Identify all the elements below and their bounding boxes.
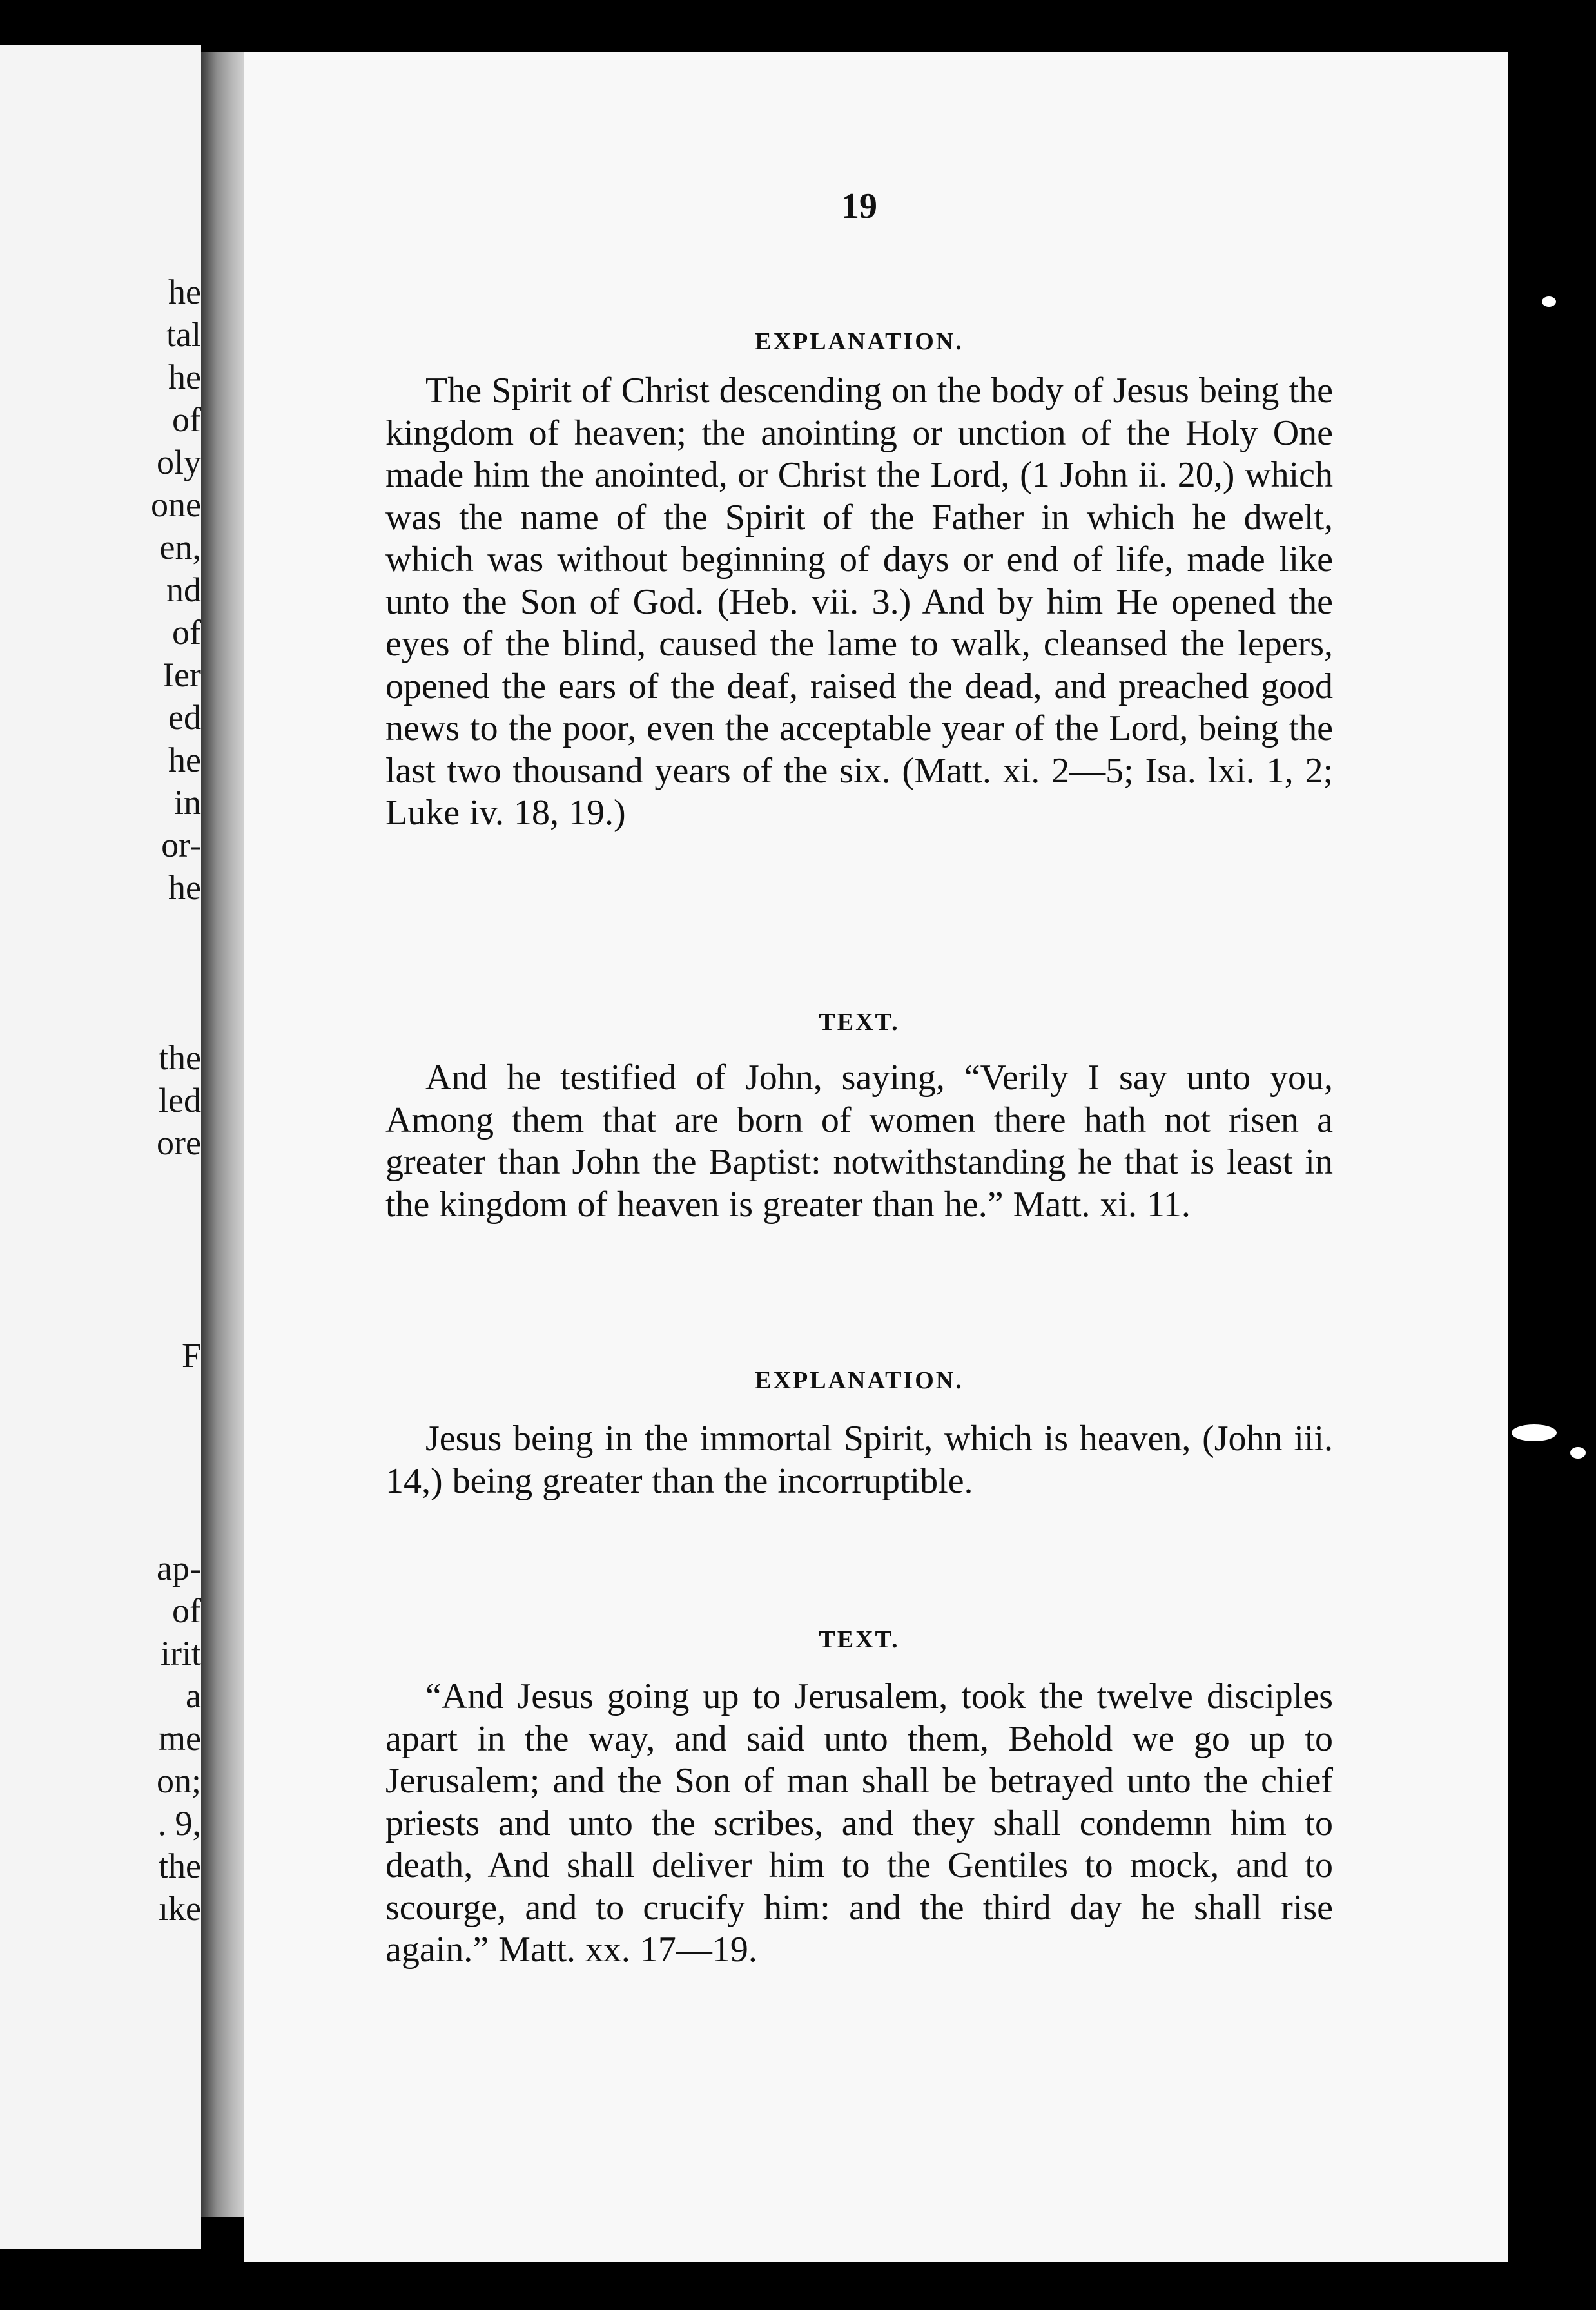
left-page-fragment-line: he	[168, 358, 201, 396]
left-page-fragment-line: a	[186, 1676, 201, 1715]
left-page-fragment-line	[46, 1462, 201, 1504]
left-page-fragment-line: he	[168, 273, 201, 311]
section-heading-explanation-1: EXPLANATION.	[755, 328, 964, 355]
left-page-fragment-line: one	[151, 485, 201, 524]
section-heading-text-1: TEXT.	[819, 1009, 900, 1036]
left-page-fragment-line	[46, 1292, 201, 1334]
book-gutter	[201, 52, 246, 2217]
left-page-fragment-line: the	[159, 1038, 201, 1077]
section-body-text-1: And he testified of John, saying, “Verily I say unto you, Among them that are born of women there hath not risen a greater than John the Baptist: notwithstanding he that is least in the kingdom of heaven is greater than he.” Matt. xi. 11.	[385, 1058, 1333, 1225]
scan-speck	[1512, 1424, 1557, 1441]
left-page-fragment-line	[46, 1419, 201, 1462]
left-page-fragment-line	[46, 1164, 201, 1207]
left-page-fragment-line: on;	[156, 1762, 201, 1800]
left-page-fragment-line: the	[159, 1847, 201, 1885]
left-page-fragment-line: he	[168, 741, 201, 779]
left-page-fragment-line: F	[181, 1336, 201, 1375]
left-page-fragment-line: in	[173, 783, 201, 822]
left-page-fragment-line: ıke	[159, 1889, 201, 1928]
left-page-fragment-line: nd	[166, 570, 201, 609]
section-body-explanation-1: The Spirit of Christ descending on the body of Jesus being the kingdom of heaven; the anointing or unction of the Holy One made him the anointed, or Christ the Lord, (1 John ii. 20,) which was the name of the Spirit of the Father in which he dwelt, which was without beginning of days or end of life, made like unto the Son of God. (Heb. vii. 3.) And by him He opened the eyes of the blind, caused the lame to walk, cleansed the lepers, opened the ears of the deaf, raised the dead, and preached good news to the poor, even the acceptable year of the Lord, being the last two thousand years of the six. (Matt. xi. 2—5; Isa. lxi. 1, 2; Luke iv. 18, 19.)	[385, 371, 1333, 833]
left-page-fragment-line	[46, 909, 201, 951]
left-page-fragment-line	[46, 951, 201, 994]
left-page-fragment-line	[46, 1377, 201, 1419]
section-heading-text-2: TEXT.	[819, 1626, 900, 1653]
left-page-fragment-line: en,	[159, 528, 201, 567]
left-page-fragment-line: he	[168, 868, 201, 907]
main-page	[244, 52, 1508, 2262]
left-page-text-fragments	[46, 271, 201, 1930]
section-heading-explanation-2: EXPLANATION.	[755, 1367, 964, 1394]
left-page-fragment-line: or-	[161, 826, 201, 864]
left-page-fragment-line	[46, 1207, 201, 1249]
left-page-fragment-line: . 9,	[157, 1804, 201, 1843]
left-page-fragment-line: led	[159, 1081, 201, 1120]
left-page-fragment-line: of	[172, 400, 201, 439]
left-page-fragment-line: Ier	[162, 655, 201, 694]
left-page-fragment-line: me	[159, 1719, 201, 1758]
left-page-fragment-line: ap-	[157, 1549, 201, 1587]
left-page-fragment-line: of	[172, 613, 201, 652]
left-page-fragment-line: oly	[156, 443, 201, 481]
section-body-text-2: “And Jesus going up to Jerusalem, took the twelve disciples apart in the way, and said unto them, Behold we go up to Jerusalem; and the Son of man shall be betrayed unto the chief priests and unto the scribes, and they shall condemn him to death, And shall deliver him to the Gentiles to mock, and to scourge, and to crucify him: and the third day he shall rise again.” Matt. xx. 17—19.	[385, 1676, 1333, 1970]
left-page-fragment-line: tal	[166, 315, 201, 354]
section-body-explanation-2: Jesus being in the immortal Spirit, which is heaven, (John iii. 14,) being greater than the incorruptible.	[385, 1419, 1333, 1501]
left-facing-page	[0, 45, 201, 2249]
left-page-fragment-line	[46, 1504, 201, 1547]
left-page-fragment-line	[46, 1249, 201, 1292]
left-page-fragment-line: irit	[161, 1634, 201, 1673]
left-page-fragment-line: ore	[157, 1123, 201, 1162]
page-number: 19	[841, 186, 877, 226]
left-page-fragment-line: ed	[168, 698, 201, 737]
scan-speck	[1570, 1447, 1586, 1459]
left-page-fragment-line	[46, 994, 201, 1036]
left-page-fragment-line: of	[172, 1591, 201, 1630]
scan-speck	[1542, 296, 1556, 307]
